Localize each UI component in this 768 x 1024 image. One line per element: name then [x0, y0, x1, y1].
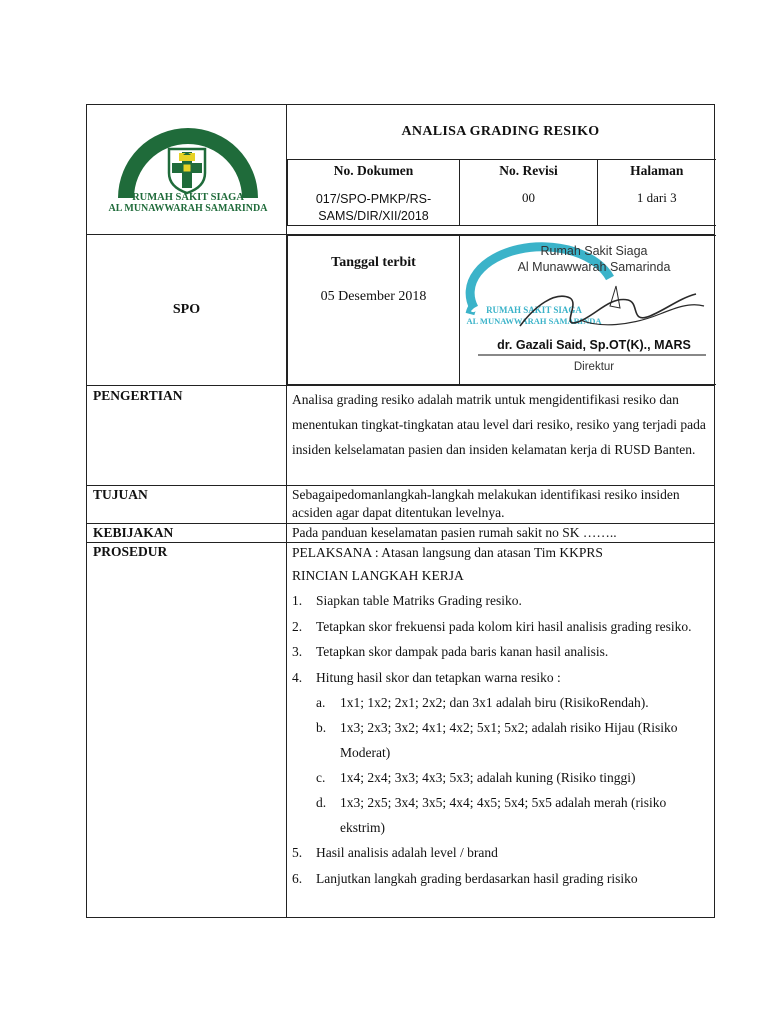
logo-cell	[87, 105, 287, 235]
kebijakan-text: Pada panduan keselamatan pasien rumah sakit no SK ……..	[287, 524, 715, 543]
spo-grid	[287, 235, 716, 385]
list-item: 6. Lanjutkan langkah grading berdasarkan hasil grading risiko	[292, 870, 638, 886]
tujuan-text: Sebagaipedomanlangkah-langkah melakukan identifikasi resiko insiden acsiden agar dapat ditentukan levelnya.	[287, 486, 715, 524]
halaman-value: 1 dari 3	[636, 190, 677, 205]
spo-label: SPO	[87, 235, 287, 386]
tanggal-terbit-label: Tanggal terbit	[331, 255, 416, 270]
logo-line2: AL MUNAWWARAH SAMARINDA	[108, 203, 268, 214]
risk-color-substeps	[316, 690, 709, 840]
signature-name: dr. Gazali Said, Sp.OT(K)., MARS	[497, 338, 691, 352]
kebijakan-label: KEBIJAKAN	[87, 524, 287, 543]
signature-org-line1: Rumah Sakit Siaga	[540, 244, 648, 258]
prosedur-label: PROSEDUR	[87, 543, 287, 918]
stamp-line1: RUMAH SAKIT SIAGA	[486, 305, 582, 315]
prosedur-steps	[292, 588, 709, 891]
tanggal-terbit-value: 05 Desember 2018	[320, 289, 427, 304]
signature-org-line2: Al Munawwarah Samarinda	[517, 260, 671, 274]
spo-info-cell	[287, 235, 715, 386]
prosedur-content	[287, 543, 715, 918]
list-item: 5. Hasil analisis adalah level / brand	[292, 845, 498, 860]
list-item: 3. Tetapkan skor dampak pada baris kanan hasil analisis.	[292, 644, 609, 659]
no-dokumen-value: 017/SPO-PMKP/RS-SAMS/DIR/XII/2018	[315, 192, 432, 223]
list-item: 1. Siapkan table Matriks Grading resiko.	[292, 593, 522, 608]
list-item: c. 1x4; 2x4; 3x3; 4x3; 5x3; adalah kuning (Risiko tinggi)	[316, 770, 636, 785]
header-info-cell	[287, 105, 715, 235]
prosedur-rincian: RINCIAN LANGKAH KERJA	[292, 568, 464, 583]
no-revisi-value: 00	[522, 190, 535, 205]
signature-cell	[460, 236, 716, 385]
list-item: d. 1x3; 2x5; 3x4; 3x5; 4x4; 4x5; 5x4; 5x5 adalah merah (risiko ekstrim)	[316, 795, 667, 835]
signature-stamp	[460, 236, 716, 384]
no-revisi-label: No. Revisi	[499, 163, 558, 178]
shield-icon	[169, 149, 205, 193]
halaman-label: Halaman	[630, 163, 684, 178]
spo-header-table	[86, 104, 715, 918]
hospital-logo	[87, 105, 287, 229]
list-item: 2. Tetapkan skor frekuensi pada kolom kiri hasil analisis grading resiko.	[292, 618, 692, 634]
list-item: b. 1x3; 2x3; 3x2; 4x1; 4x2; 5x1; 5x2; adalah risiko Hijau (Risiko Moderat)	[316, 720, 678, 760]
tujuan-label: TUJUAN	[87, 486, 287, 524]
spo-document	[86, 104, 714, 918]
signature-role: Direktur	[573, 361, 615, 373]
doc-info-grid	[287, 159, 716, 226]
no-dokumen-label: No. Dokumen	[333, 163, 414, 178]
logo-line1: RUMAH SAKIT SIAGA	[132, 192, 244, 203]
prosedur-pelaksana: PELAKSANA : Atasan langsung dan atasan Tim KKPRS	[292, 545, 603, 560]
stamp-line2: AL MUNAWWARAH SAMARINDA	[466, 316, 602, 326]
list-item: 4. Hitung hasil skor dan tetapkan warna resiko : a. 1x1; 1x2; 2x1; 2x2; dan 3x1 adalah biru (RisikoRendah). b. 1x3; 2x3; 3x2; 4x1; 4x2; 5x1; 5x2; adalah risiko Hijau (Risiko Moderat) c. 1x4; 2x4; 3x3; 4x3; 5x3; adalah kuning (Risiko tinggi) d. 1x3; 2x5; 3x4; 3x5; 4x4; 4x5; 5x4; 5x5 adalah merah (risiko ekstrim)	[292, 665, 709, 841]
pengertian-text: Analisa grading resiko adalah matrik untuk mengidentifikasi resiko dan menentukan tingkat-tingkatan atau level dari resiko, resiko yang terjadi pada insiden kelselamatan pasien dan insiden kelamatan kerja di RUSD Banten.	[287, 386, 715, 486]
list-item: a. 1x1; 1x2; 2x1; 2x2; dan 3x1 adalah biru (RisikoRendah).	[316, 695, 649, 710]
document-title: ANALISA GRADING RESIKO	[401, 124, 600, 139]
pengertian-label: PENGERTIAN	[87, 386, 287, 486]
